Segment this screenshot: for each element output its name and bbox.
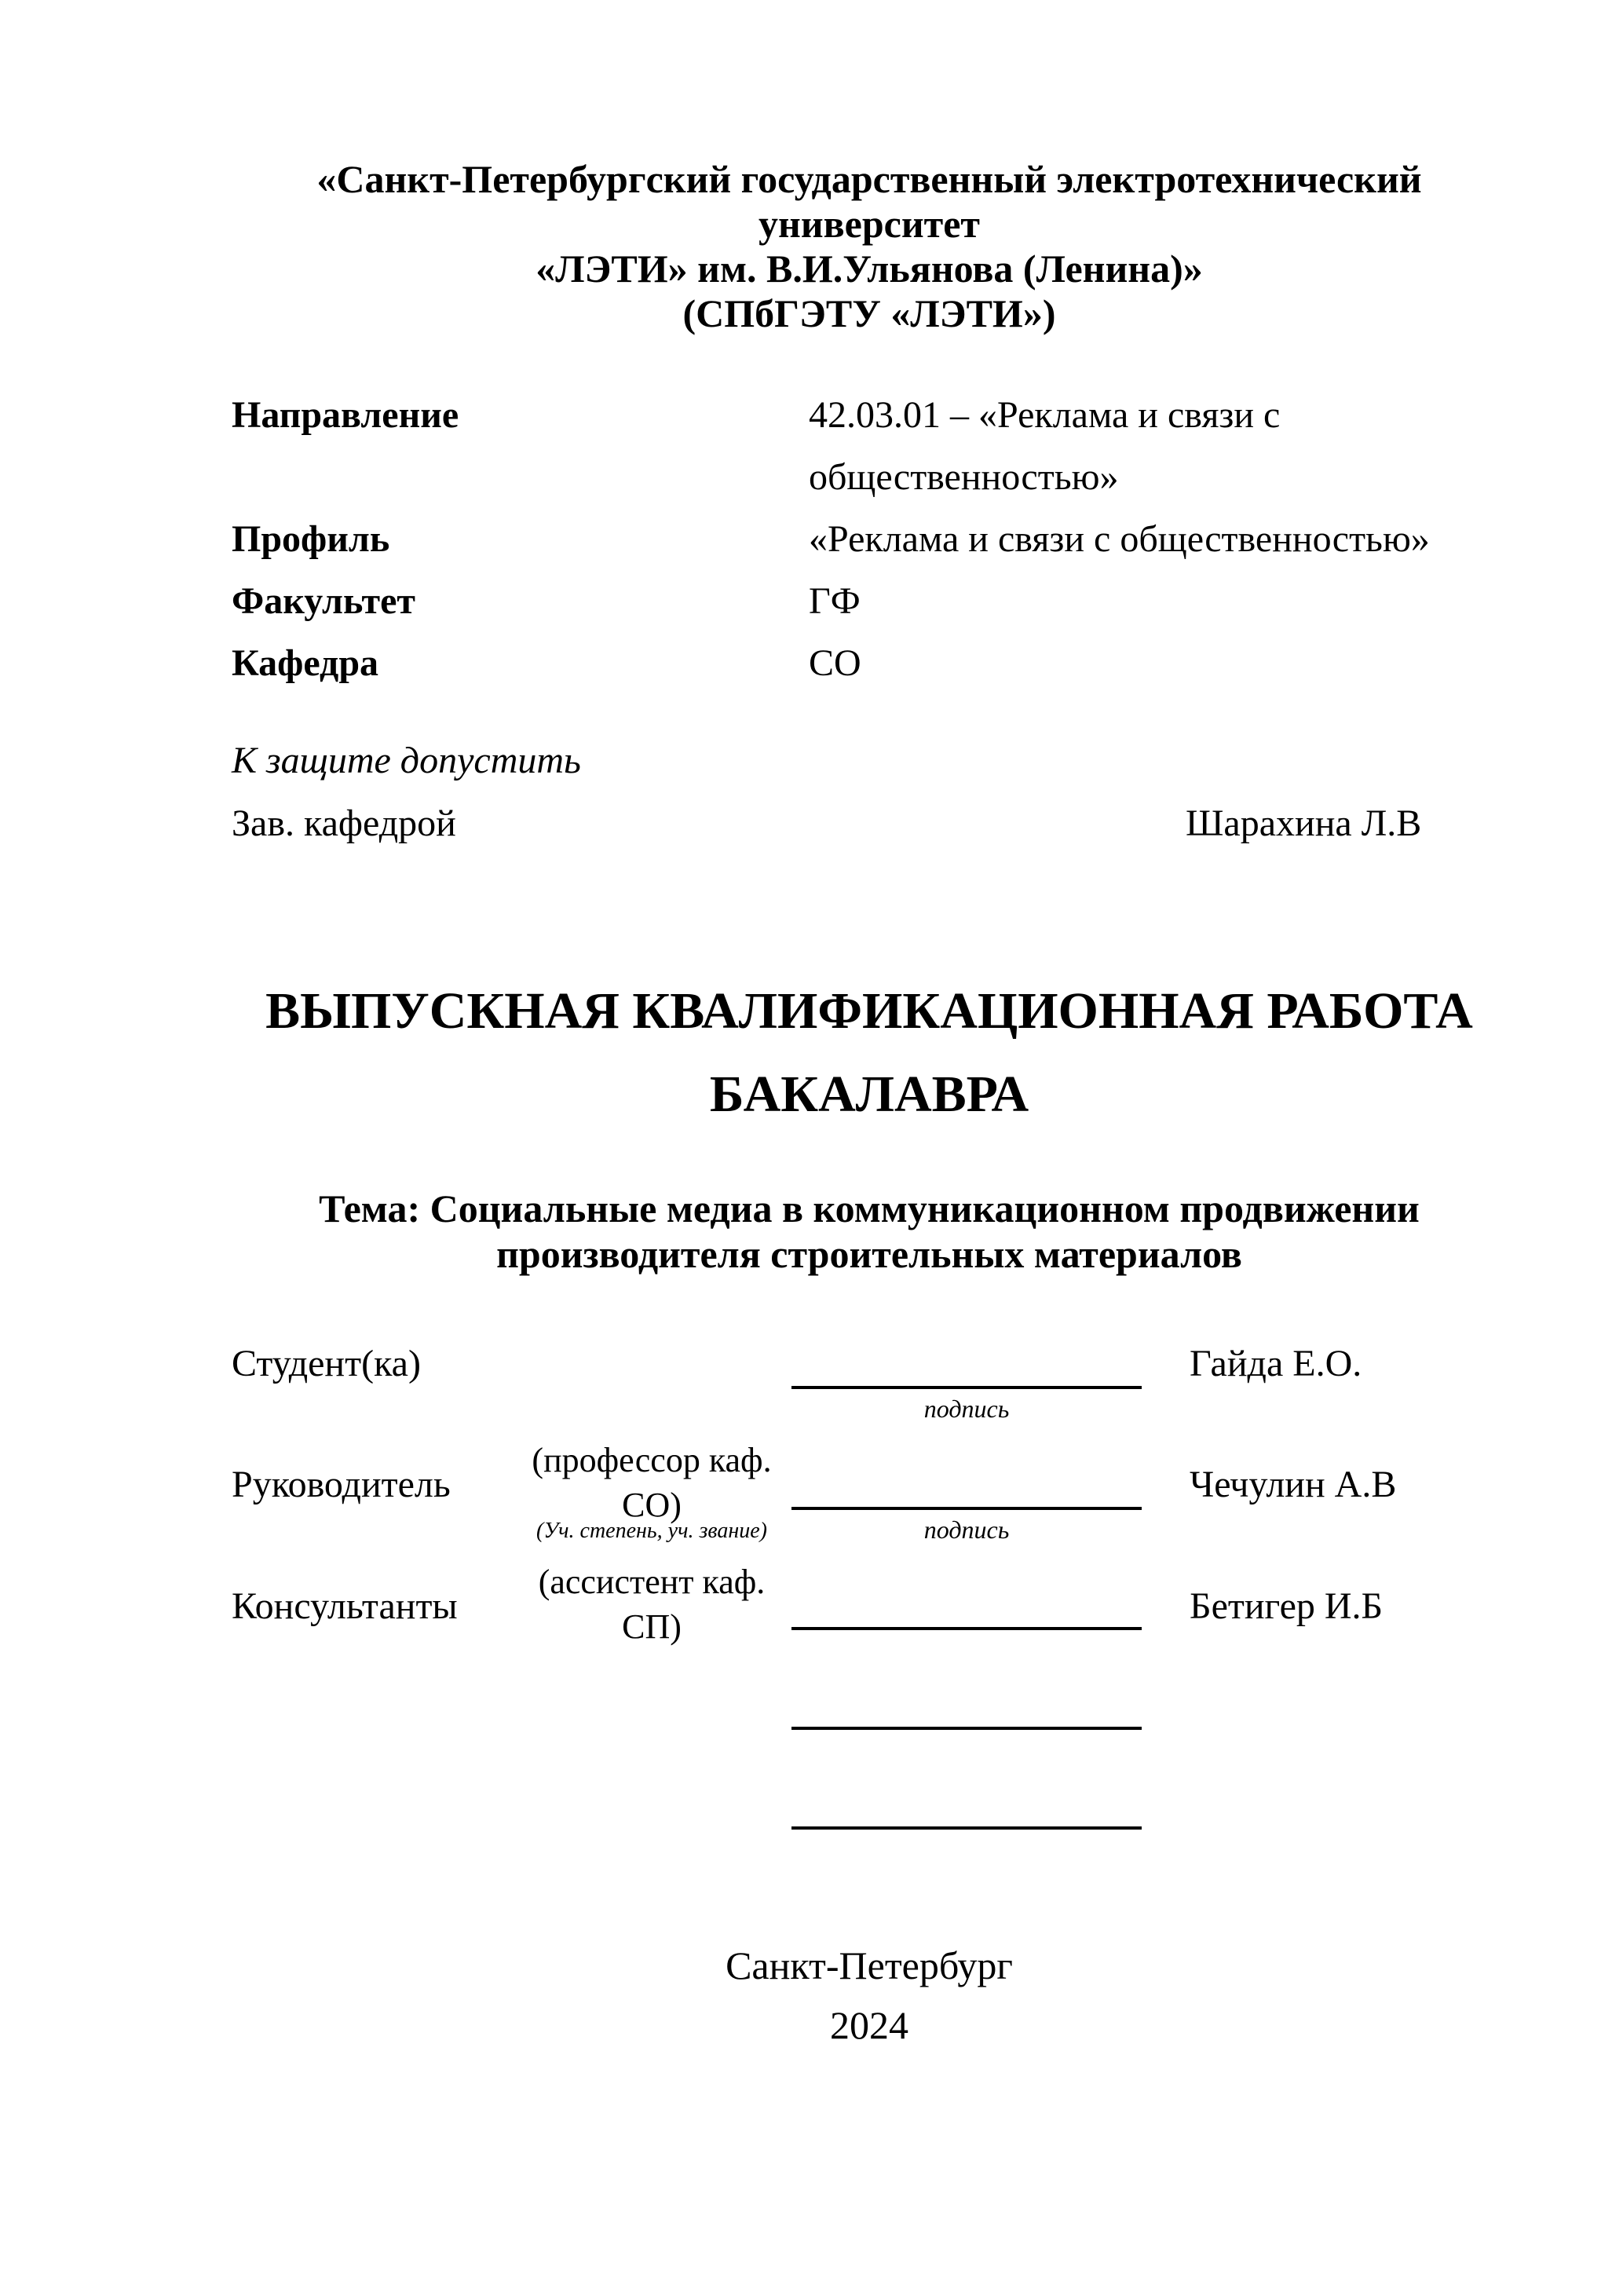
university-header-line: «ЛЭТИ» им. В.И.Ульянова (Ленина)» — [536, 247, 1203, 291]
signature-line-consultants — [791, 1627, 1142, 1630]
university-header-line: (СПбГЭТУ «ЛЭТИ») — [682, 291, 1056, 335]
field-value-napravlenie-line1: 42.03.01 – «Реклама и связи с — [809, 394, 1281, 436]
consultant-qualifier-line1: (ассистент каф. — [538, 1563, 766, 1601]
signature-line-supervisor — [791, 1507, 1142, 1510]
footer-city: Санкт-Петербург — [726, 1943, 1013, 1987]
main-title-line2: БАКАЛАВРА — [709, 1066, 1029, 1123]
university-header — [232, 157, 1507, 336]
consultant-qualifier — [471, 1559, 832, 1649]
field-value-kafedra: СО — [809, 642, 861, 684]
field-label-kafedra: Кафедра — [232, 642, 379, 684]
signature-line-student — [791, 1386, 1142, 1389]
field-value-fakultet: ГФ — [809, 580, 861, 622]
theme-block — [232, 1186, 1507, 1277]
main-title — [232, 970, 1507, 1136]
supervisor-qualifier-line1: (профессор каф. — [532, 1441, 772, 1479]
consultant-qualifier-line2: СП) — [622, 1607, 682, 1646]
signature-role-supervisor: Руководитель — [232, 1464, 451, 1505]
admission-label: Зав. кафедрой — [232, 803, 456, 844]
signature-role-consultants: Консультанты — [232, 1585, 458, 1627]
theme-line1: Тема: Социальные медиа в коммуникационном продвижении — [319, 1186, 1420, 1230]
footer-year: 2024 — [830, 2003, 908, 2047]
supervisor-degree-note: (Уч. степень, уч. звание) — [536, 1519, 767, 1543]
footer — [232, 1936, 1507, 2055]
signature-role-student: Студент(ка) — [232, 1343, 421, 1384]
field-label-napravlenie: Направление — [232, 394, 459, 436]
university-header-line: университет — [758, 202, 980, 246]
signature-name-supervisor: Чечулин А.В — [1190, 1464, 1397, 1505]
signature-line-blank-1 — [791, 1727, 1142, 1730]
supervisor-qualifier-line2: СО) — [622, 1486, 682, 1524]
university-header-line: «Санкт-Петербургский государственный электротехнический — [316, 157, 1422, 201]
field-value-napravlenie-line2: общественностью» — [809, 456, 1119, 498]
signature-name-consultants: Бетигер И.Б — [1190, 1585, 1384, 1627]
signature-caption-student: подпись — [923, 1395, 1010, 1423]
signature-line-blank-2 — [791, 1826, 1142, 1830]
signature-caption-supervisor: подпись — [923, 1515, 1010, 1544]
theme-line2: производителя строительных материалов — [496, 1232, 1242, 1276]
field-label-profil: Профиль — [232, 518, 390, 560]
field-value-profil: «Реклама и связи с общественностью» — [809, 518, 1430, 560]
admission-note: К защите допустить — [232, 740, 581, 781]
supervisor-qualifier — [471, 1438, 832, 1527]
field-label-fakultet: Факультет — [232, 580, 415, 622]
admission-name: Шарахина Л.В — [1186, 803, 1422, 844]
main-title-line1: ВЫПУСКНАЯ КВАЛИФИКАЦИОННАЯ РАБОТА — [265, 982, 1473, 1040]
signature-name-student: Гайда Е.О. — [1190, 1343, 1362, 1384]
